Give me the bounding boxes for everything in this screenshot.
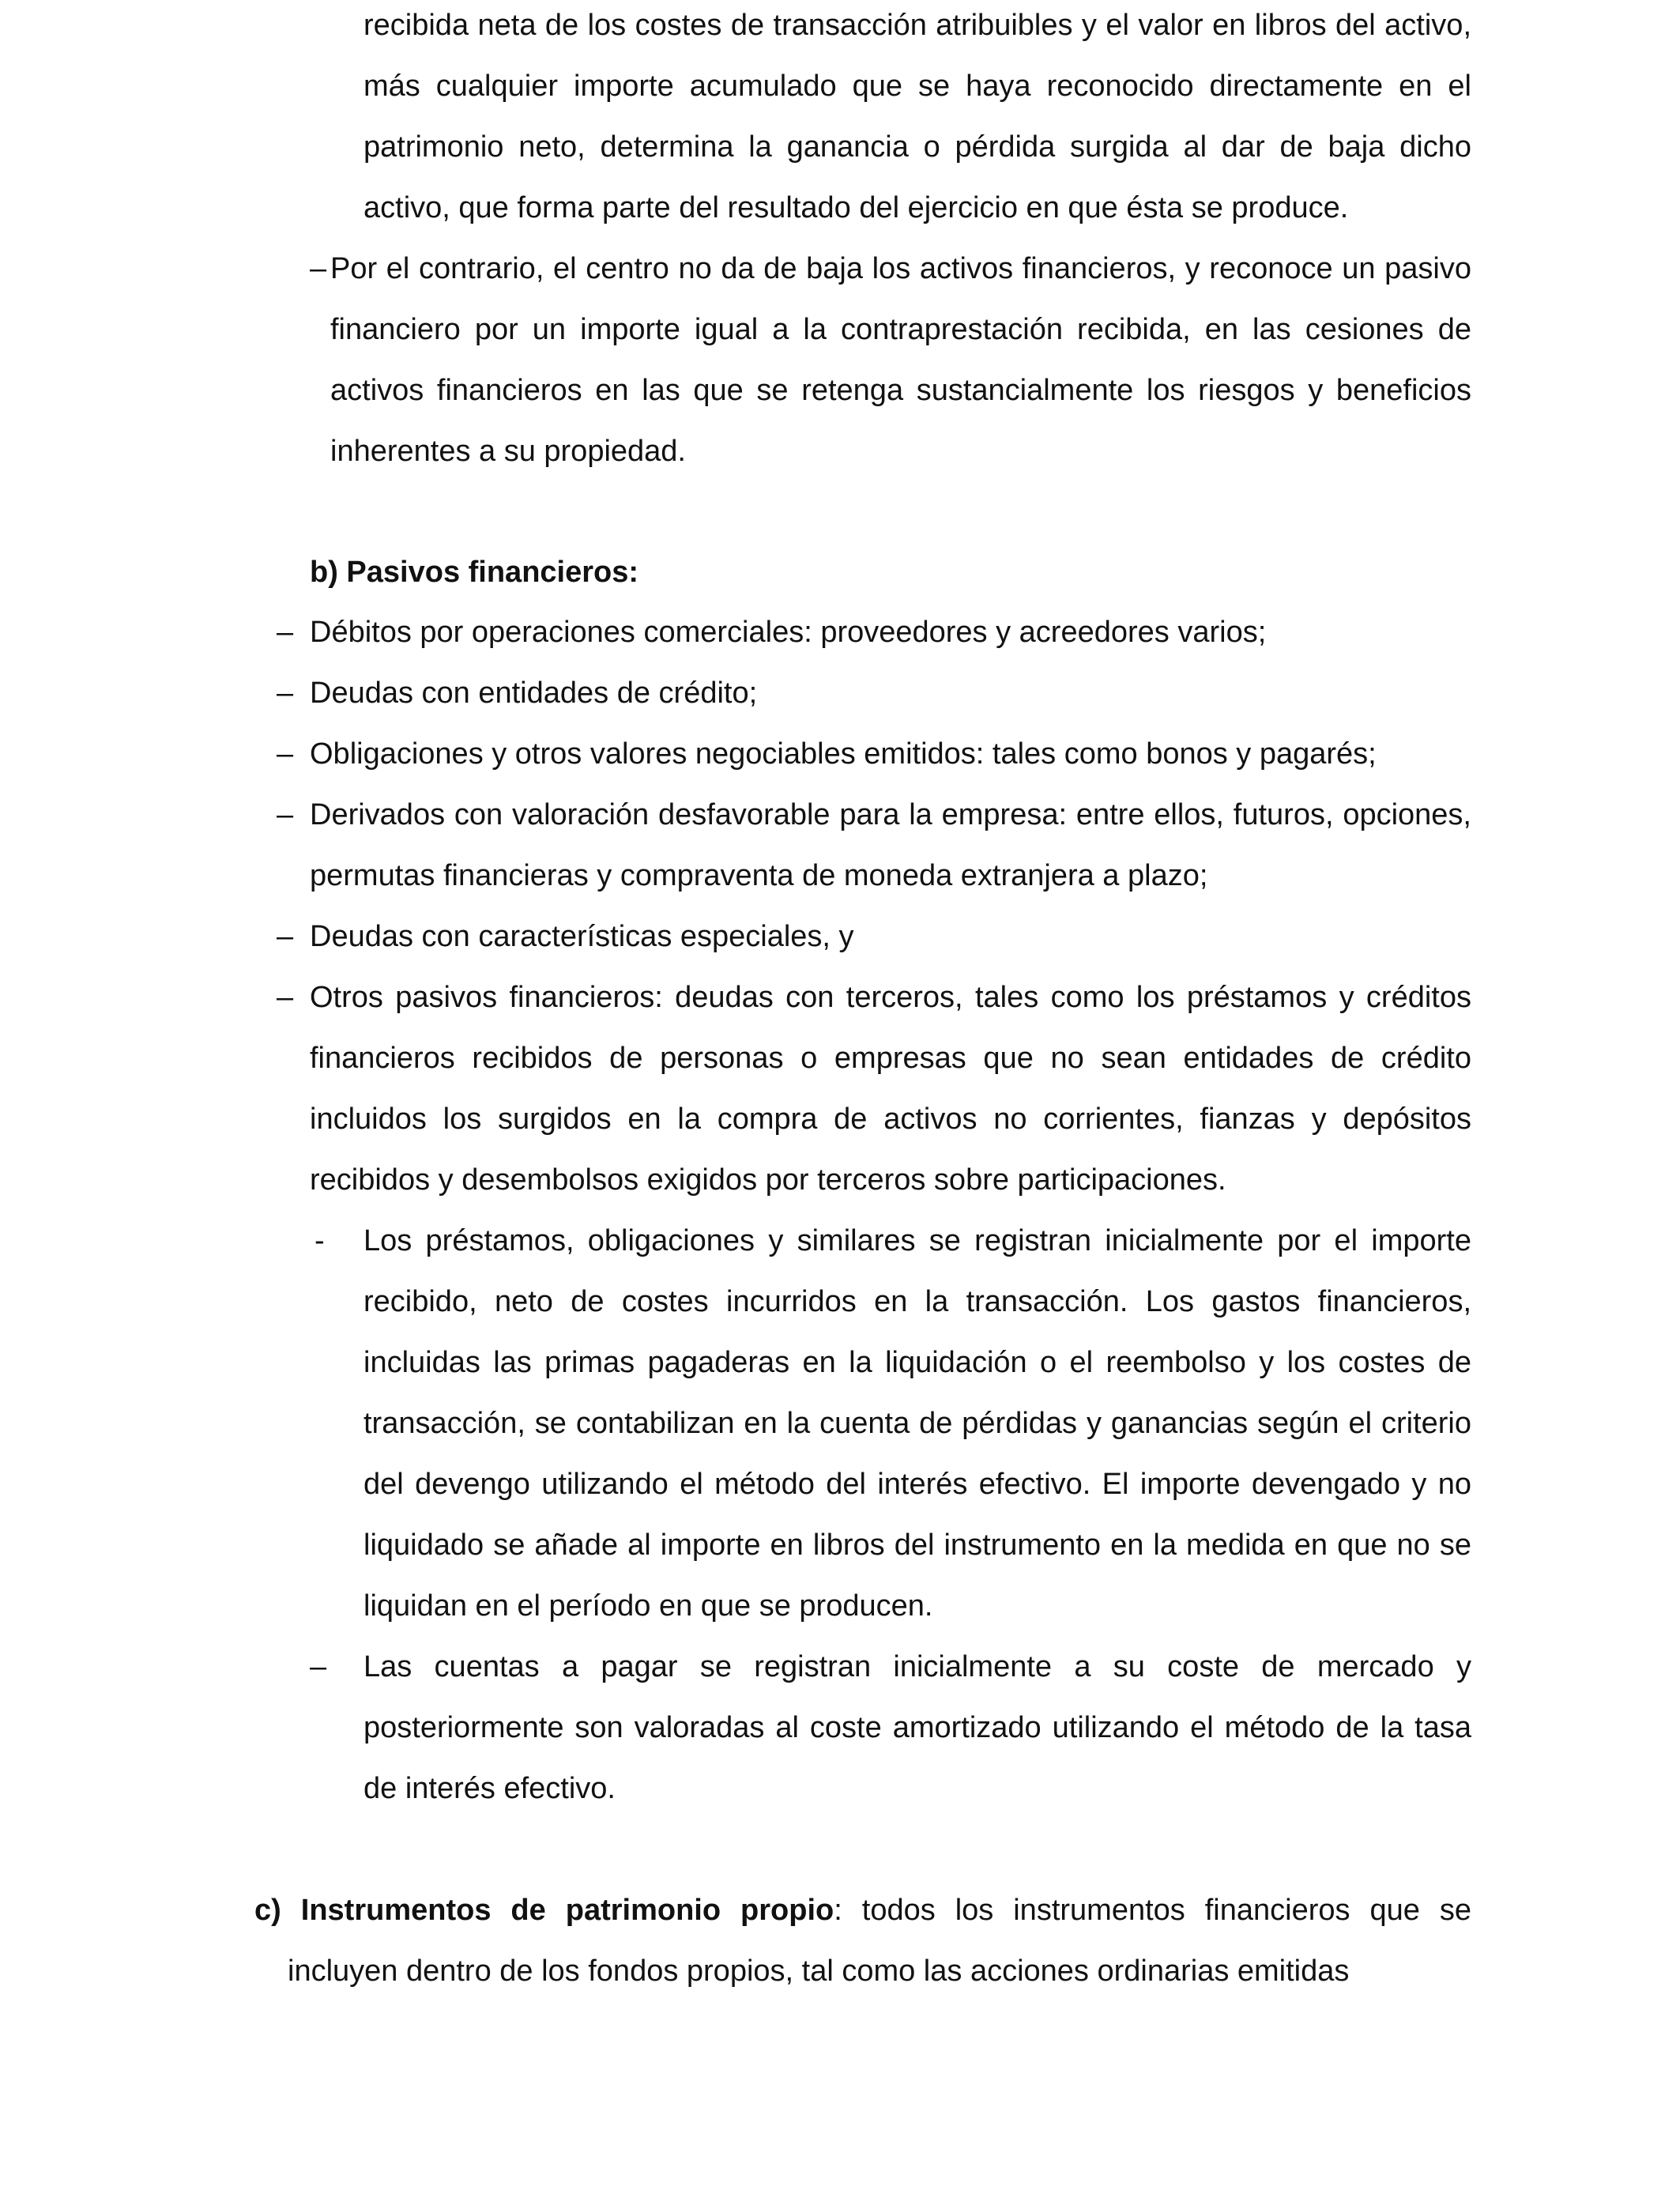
liabilities-heading: b) Pasivos financieros:	[310, 556, 639, 589]
liability-item: Deudas con características especiales, y	[310, 920, 854, 953]
asset-continuation-paragraph: recibida neta de los costes de transacción atribuibles y el valor en libros del activo, más cualquier importe acumulado que se haya reconocido directamente en el patrimonio neto, determina la ganancia o pérdida surgida al dar de baja dicho activo, que forma parte del resultado del ejercicio en que ésta se produce.	[363, 9, 1471, 224]
liability-item: Derivados con valoración desfavorable para la empresa: entre ellos, futuros, opciones, permutas financieras y compraventa de moneda extranjera a plazo;	[310, 798, 1471, 892]
liability-item-marker: –	[277, 616, 294, 649]
equity-text: : todos los instrumentos financieros que se incluyen dentro de los fondos propios, tal como las acciones ordinarias emitidas	[288, 1894, 1471, 1988]
liability-item-marker: –	[277, 798, 294, 831]
liability-item: Débitos por operaciones comerciales: proveedores y acreedores varios;	[310, 616, 1267, 649]
liability-item: Otros pasivos financieros: deudas con terceros, tales como los préstamos y créditos financieros recibidos de personas o empresas que no sean entidades de crédito incluidos los surgidos en la compra de activos no corrientes, fianzas y depósitos recibidos y desembolsos exigidos por terceros sobre participaciones.	[310, 981, 1471, 1197]
equity-heading: c) Instrumentos de patrimonio propio	[254, 1894, 834, 1927]
liability-item-marker: –	[277, 677, 294, 710]
liability-item: Obligaciones y otros valores negociables emitidos: tales como bonos y pagarés;	[310, 737, 1377, 771]
liability-subitem: Los préstamos, obligaciones y similares se registran inicialmente por el importe recibido, neto de costes incurridos en la transacción. Los gastos financieros, incluidas las primas pagaderas en la liquidación o el reembolso y los costes de transacción, se contabilizan en la cuenta de pérdidas y ganancias según el criterio del devengo utilizando el método del interés efectivo. El importe devengado y no liquidado se añade al importe en libros del instrumento en la medida en que no se liquidan en el período en que se producen.	[363, 1224, 1471, 1623]
liability-subitem-marker: -	[315, 1224, 325, 1257]
liability-item-marker: –	[277, 920, 294, 953]
liability-item-marker: –	[277, 737, 294, 771]
equity-paragraph	[254, 1880, 1471, 2002]
asset-item-marker: –	[310, 252, 327, 285]
liability-subitem-marker: –	[310, 1650, 327, 1683]
liability-item: Deudas con entidades de crédito;	[310, 677, 758, 710]
asset-item-paragraph: Por el contrario, el centro no da de baja los activos financieros, y reconoce un pasivo financiero por un importe igual a la contraprestación recibida, en las cesiones de activos financieros en las que se retenga sustancialmente los riesgos y beneficios inherentes a su propiedad.	[330, 252, 1471, 468]
liability-item-marker: –	[277, 981, 294, 1014]
liability-subitem: Las cuentas a pagar se registran inicialmente a su coste de mercado y posteriormente son valoradas al coste amortizado utilizando el método de la tasa de interés efectivo.	[363, 1650, 1471, 1805]
